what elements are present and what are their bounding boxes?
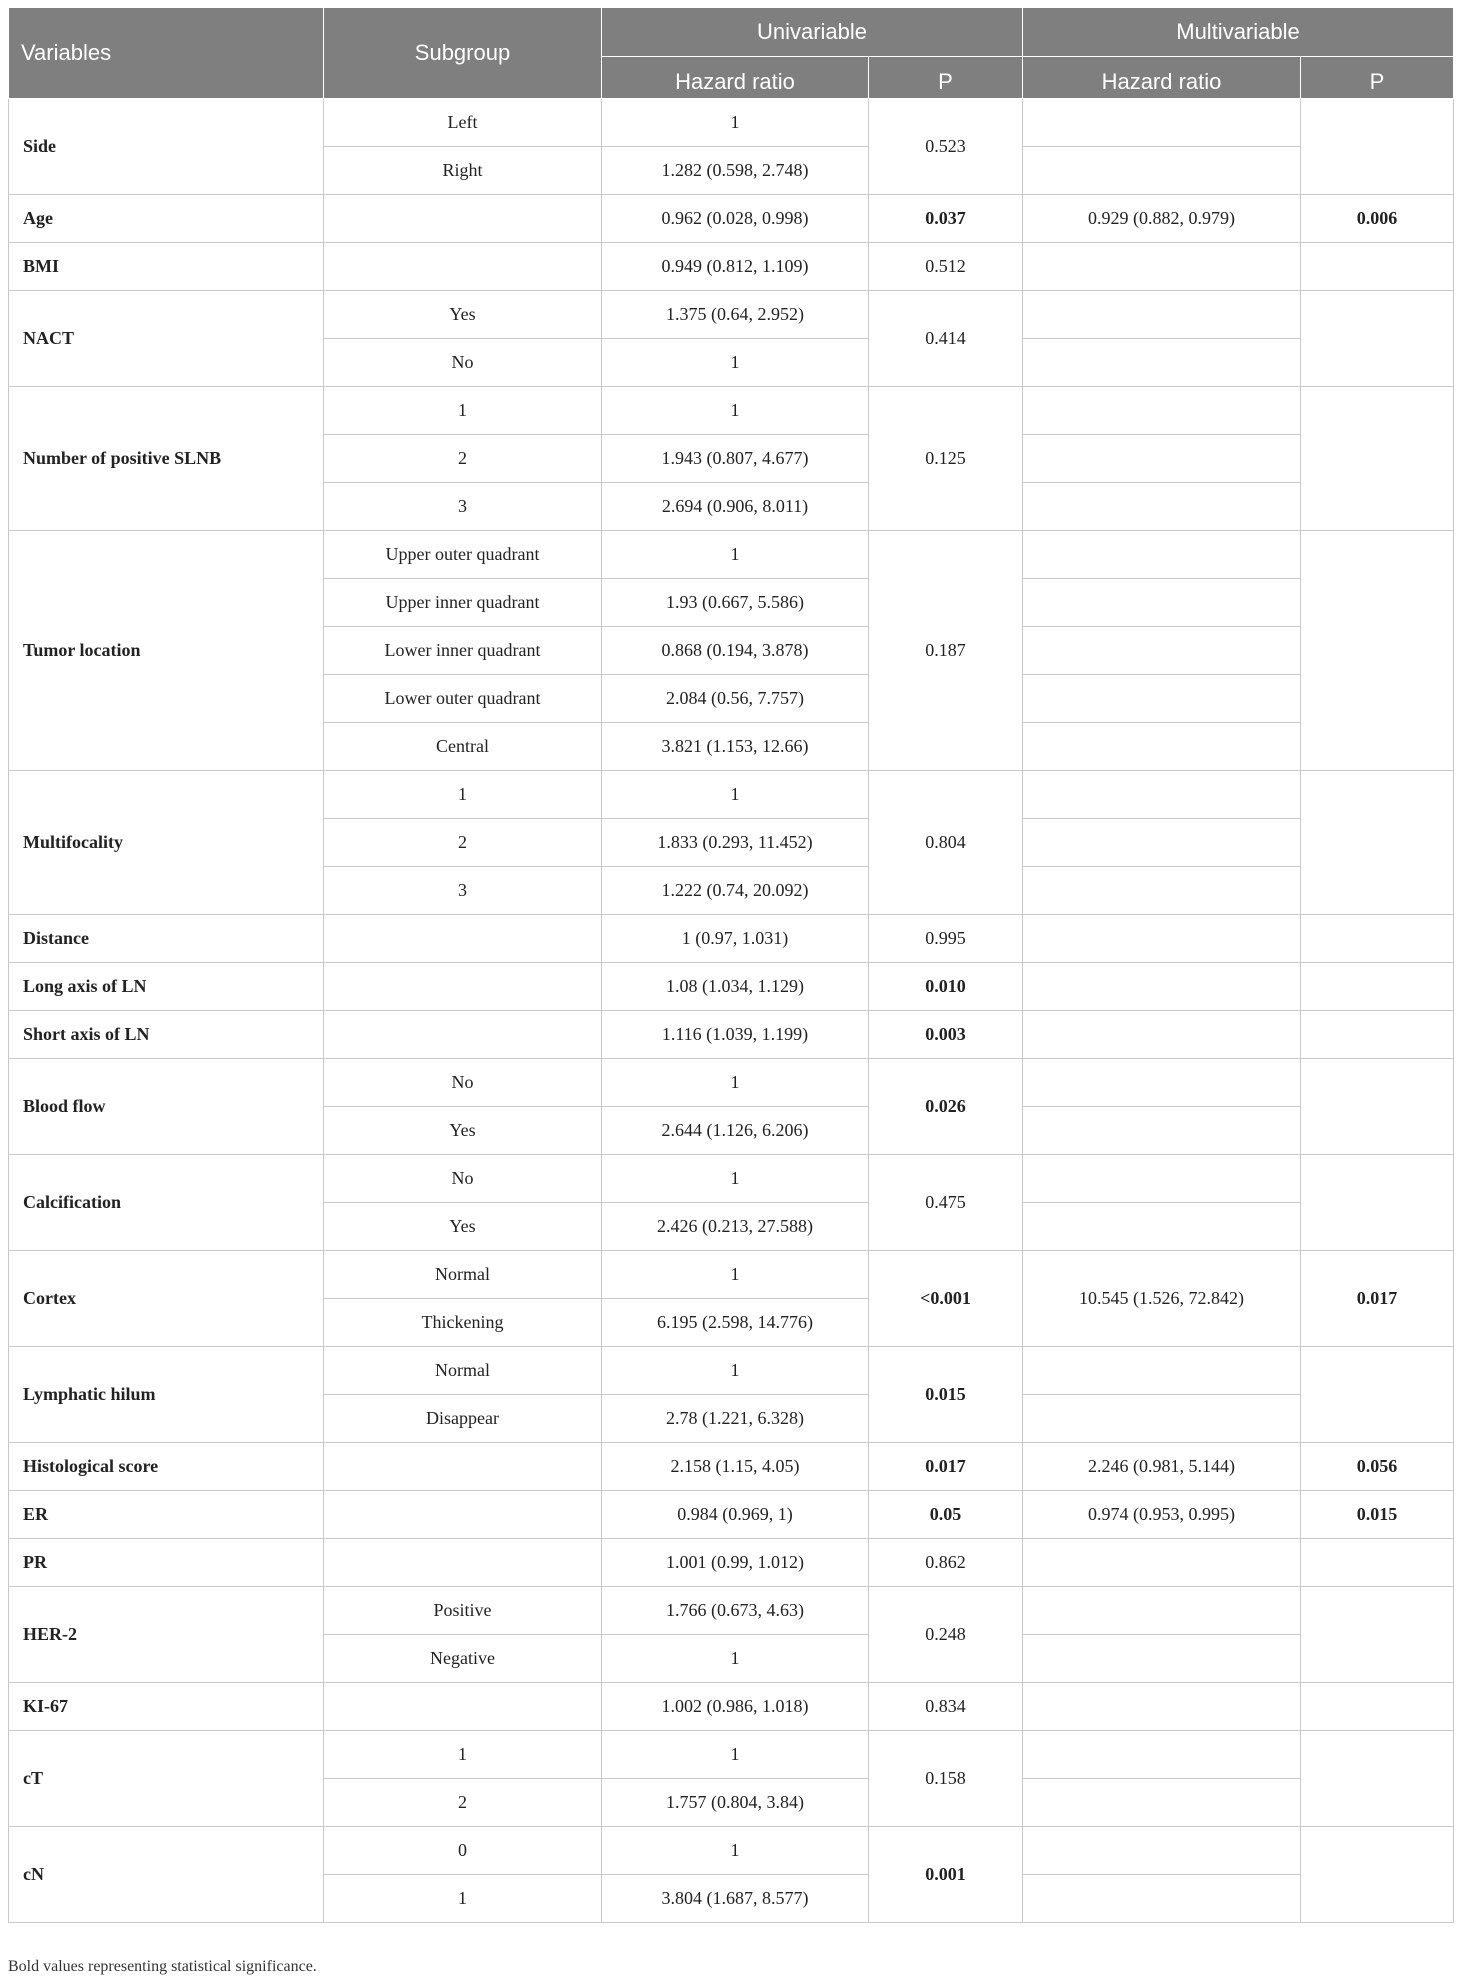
table-row xyxy=(9,1683,1454,1731)
variable-cell: cT xyxy=(9,1731,324,1827)
uni-hazard-ratio-cell: 1 xyxy=(602,1251,869,1299)
multi-hazard-ratio-cell xyxy=(1023,627,1301,675)
subgroup-cell: Yes xyxy=(324,1203,602,1251)
variable-cell: Cortex xyxy=(9,1251,324,1347)
multi-hazard-ratio-cell: 10.545 (1.526, 72.842) xyxy=(1023,1251,1301,1347)
subgroup-cell: No xyxy=(324,1059,602,1107)
multi-hazard-ratio-cell xyxy=(1023,339,1301,387)
multi-hazard-ratio-cell xyxy=(1023,531,1301,579)
uni-p-cell: 0.512 xyxy=(869,243,1023,291)
subgroup-cell xyxy=(324,963,602,1011)
variable-cell: Age xyxy=(9,195,324,243)
uni-p-cell: <0.001 xyxy=(869,1251,1023,1347)
variable-cell: BMI xyxy=(9,243,324,291)
uni-hazard-ratio-cell: 1 xyxy=(602,531,869,579)
uni-hazard-ratio-cell: 1 xyxy=(602,1059,869,1107)
hazard-ratio-table xyxy=(8,7,1454,1923)
variable-cell: Short axis of LN xyxy=(9,1011,324,1059)
subgroup-cell: 2 xyxy=(324,1779,602,1827)
uni-p-cell: 0.003 xyxy=(869,1011,1023,1059)
uni-hazard-ratio-cell: 1.943 (0.807, 4.677) xyxy=(602,435,869,483)
subgroup-cell xyxy=(324,195,602,243)
subgroup-cell xyxy=(324,1491,602,1539)
subgroup-cell: Lower outer quadrant xyxy=(324,675,602,723)
multi-hazard-ratio-cell xyxy=(1023,1107,1301,1155)
multi-hazard-ratio-cell xyxy=(1023,771,1301,819)
table-row xyxy=(9,195,1454,243)
header-subgroup: Subgroup xyxy=(324,8,602,99)
multi-hazard-ratio-cell xyxy=(1023,1587,1301,1635)
multi-hazard-ratio-cell: 0.974 (0.953, 0.995) xyxy=(1023,1491,1301,1539)
multi-hazard-ratio-cell: 2.246 (0.981, 5.144) xyxy=(1023,1443,1301,1491)
multi-hazard-ratio-cell xyxy=(1023,1635,1301,1683)
table-row xyxy=(9,915,1454,963)
uni-p-cell: 0.158 xyxy=(869,1731,1023,1827)
multi-p-cell xyxy=(1301,1539,1454,1587)
multi-p-cell xyxy=(1301,771,1454,915)
uni-hazard-ratio-cell: 1.93 (0.667, 5.586) xyxy=(602,579,869,627)
variable-cell: Multifocality xyxy=(9,771,324,915)
multi-hazard-ratio-cell xyxy=(1023,1011,1301,1059)
multi-hazard-ratio-cell xyxy=(1023,291,1301,339)
uni-p-cell: 0.001 xyxy=(869,1827,1023,1923)
variable-cell: Calcification xyxy=(9,1155,324,1251)
uni-p-cell: 0.026 xyxy=(869,1059,1023,1155)
variable-cell: cN xyxy=(9,1827,324,1923)
multi-p-cell xyxy=(1301,1587,1454,1683)
multi-hazard-ratio-cell xyxy=(1023,435,1301,483)
subgroup-cell xyxy=(324,1539,602,1587)
multi-hazard-ratio-cell xyxy=(1023,147,1301,195)
subgroup-cell: 2 xyxy=(324,819,602,867)
multi-hazard-ratio-cell xyxy=(1023,1155,1301,1203)
header-multivariable: Multivariable xyxy=(1023,8,1454,57)
uni-hazard-ratio-cell: 2.78 (1.221, 6.328) xyxy=(602,1395,869,1443)
uni-hazard-ratio-cell: 1 xyxy=(602,387,869,435)
uni-p-cell: 0.804 xyxy=(869,771,1023,915)
subgroup-cell: Normal xyxy=(324,1347,602,1395)
header-univariable: Univariable xyxy=(602,8,1023,57)
subgroup-cell: Upper outer quadrant xyxy=(324,531,602,579)
subgroup-cell: Disappear xyxy=(324,1395,602,1443)
table-row xyxy=(9,1011,1454,1059)
subgroup-cell: 1 xyxy=(324,771,602,819)
variable-cell: NACT xyxy=(9,291,324,387)
subgroup-cell: Yes xyxy=(324,291,602,339)
multi-hazard-ratio-cell xyxy=(1023,579,1301,627)
uni-hazard-ratio-cell: 2.158 (1.15, 4.05) xyxy=(602,1443,869,1491)
subgroup-cell: Left xyxy=(324,99,602,147)
uni-hazard-ratio-cell: 1 (0.97, 1.031) xyxy=(602,915,869,963)
variable-cell: Tumor location xyxy=(9,531,324,771)
subgroup-cell: Yes xyxy=(324,1107,602,1155)
table-row xyxy=(9,243,1454,291)
uni-hazard-ratio-cell: 1.001 (0.99, 1.012) xyxy=(602,1539,869,1587)
uni-p-cell: 0.834 xyxy=(869,1683,1023,1731)
subgroup-cell: 1 xyxy=(324,387,602,435)
header-multi-hazard-ratio: Hazard ratio xyxy=(1023,57,1301,99)
uni-hazard-ratio-cell: 1.766 (0.673, 4.63) xyxy=(602,1587,869,1635)
multi-hazard-ratio-cell xyxy=(1023,1683,1301,1731)
multi-p-cell: 0.056 xyxy=(1301,1443,1454,1491)
subgroup-cell: Right xyxy=(324,147,602,195)
multi-p-cell: 0.017 xyxy=(1301,1251,1454,1347)
table-footnote: Bold values representing statistical significance. xyxy=(8,1958,317,1975)
multi-hazard-ratio-cell xyxy=(1023,915,1301,963)
uni-hazard-ratio-cell: 0.984 (0.969, 1) xyxy=(602,1491,869,1539)
multi-hazard-ratio-cell xyxy=(1023,1203,1301,1251)
variable-cell: Long axis of LN xyxy=(9,963,324,1011)
uni-hazard-ratio-cell: 1 xyxy=(602,99,869,147)
uni-hazard-ratio-cell: 1 xyxy=(602,1635,869,1683)
multi-p-cell xyxy=(1301,99,1454,195)
uni-p-cell: 0.125 xyxy=(869,387,1023,531)
subgroup-cell: 2 xyxy=(324,435,602,483)
uni-p-cell: 0.037 xyxy=(869,195,1023,243)
multi-hazard-ratio-cell xyxy=(1023,1539,1301,1587)
table-row xyxy=(9,1251,1454,1299)
table-row xyxy=(9,1059,1454,1107)
subgroup-cell: 1 xyxy=(324,1731,602,1779)
subgroup-cell: Negative xyxy=(324,1635,602,1683)
multi-p-cell xyxy=(1301,915,1454,963)
uni-hazard-ratio-cell: 1.833 (0.293, 11.452) xyxy=(602,819,869,867)
multi-p-cell xyxy=(1301,531,1454,771)
variable-cell: Distance xyxy=(9,915,324,963)
subgroup-cell: 3 xyxy=(324,483,602,531)
subgroup-cell: 1 xyxy=(324,1875,602,1923)
uni-hazard-ratio-cell: 1.222 (0.74, 20.092) xyxy=(602,867,869,915)
subgroup-cell xyxy=(324,915,602,963)
variable-cell: ER xyxy=(9,1491,324,1539)
multi-hazard-ratio-cell xyxy=(1023,675,1301,723)
subgroup-cell xyxy=(324,1011,602,1059)
table-row xyxy=(9,1491,1454,1539)
multi-hazard-ratio-cell xyxy=(1023,1827,1301,1875)
variable-cell: Histological score xyxy=(9,1443,324,1491)
table-row xyxy=(9,771,1454,819)
header-row-1 xyxy=(9,8,1454,57)
multi-p-cell xyxy=(1301,1059,1454,1155)
subgroup-cell: Thickening xyxy=(324,1299,602,1347)
uni-p-cell: 0.05 xyxy=(869,1491,1023,1539)
table-row xyxy=(9,1587,1454,1635)
table-row xyxy=(9,1731,1454,1779)
uni-hazard-ratio-cell: 1.08 (1.034, 1.129) xyxy=(602,963,869,1011)
table-row xyxy=(9,1443,1454,1491)
multi-hazard-ratio-cell xyxy=(1023,1395,1301,1443)
uni-hazard-ratio-cell: 6.195 (2.598, 14.776) xyxy=(602,1299,869,1347)
multi-p-cell xyxy=(1301,1155,1454,1251)
uni-p-cell: 0.010 xyxy=(869,963,1023,1011)
variable-cell: HER-2 xyxy=(9,1587,324,1683)
uni-hazard-ratio-cell: 2.426 (0.213, 27.588) xyxy=(602,1203,869,1251)
table-row xyxy=(9,1347,1454,1395)
uni-hazard-ratio-cell: 2.084 (0.56, 7.757) xyxy=(602,675,869,723)
multi-hazard-ratio-cell xyxy=(1023,963,1301,1011)
multi-hazard-ratio-cell: 0.929 (0.882, 0.979) xyxy=(1023,195,1301,243)
subgroup-cell: 0 xyxy=(324,1827,602,1875)
subgroup-cell: No xyxy=(324,339,602,387)
subgroup-cell xyxy=(324,1443,602,1491)
table-row xyxy=(9,99,1454,147)
subgroup-cell: No xyxy=(324,1155,602,1203)
multi-hazard-ratio-cell xyxy=(1023,1875,1301,1923)
multi-hazard-ratio-cell xyxy=(1023,723,1301,771)
uni-hazard-ratio-cell: 3.821 (1.153, 12.66) xyxy=(602,723,869,771)
uni-hazard-ratio-cell: 0.949 (0.812, 1.109) xyxy=(602,243,869,291)
table-row xyxy=(9,1539,1454,1587)
multi-p-cell xyxy=(1301,387,1454,531)
uni-hazard-ratio-cell: 0.868 (0.194, 3.878) xyxy=(602,627,869,675)
multi-p-cell: 0.006 xyxy=(1301,195,1454,243)
multi-hazard-ratio-cell xyxy=(1023,243,1301,291)
multi-p-cell xyxy=(1301,243,1454,291)
multi-p-cell: 0.015 xyxy=(1301,1491,1454,1539)
uni-p-cell: 0.187 xyxy=(869,531,1023,771)
multi-p-cell xyxy=(1301,1827,1454,1923)
uni-hazard-ratio-cell: 1 xyxy=(602,1347,869,1395)
multi-hazard-ratio-cell xyxy=(1023,867,1301,915)
uni-p-cell: 0.248 xyxy=(869,1587,1023,1683)
uni-hazard-ratio-cell: 1 xyxy=(602,1155,869,1203)
table-body xyxy=(9,99,1454,1923)
uni-hazard-ratio-cell: 1.282 (0.598, 2.748) xyxy=(602,147,869,195)
uni-hazard-ratio-cell: 1 xyxy=(602,339,869,387)
multi-hazard-ratio-cell xyxy=(1023,1347,1301,1395)
variable-cell: Lymphatic hilum xyxy=(9,1347,324,1443)
uni-p-cell: 0.015 xyxy=(869,1347,1023,1443)
variable-cell: KI-67 xyxy=(9,1683,324,1731)
multi-hazard-ratio-cell xyxy=(1023,1059,1301,1107)
subgroup-cell xyxy=(324,243,602,291)
uni-hazard-ratio-cell: 3.804 (1.687, 8.577) xyxy=(602,1875,869,1923)
multi-hazard-ratio-cell xyxy=(1023,99,1301,147)
subgroup-cell: Positive xyxy=(324,1587,602,1635)
variable-cell: Blood flow xyxy=(9,1059,324,1155)
table-row xyxy=(9,1827,1454,1875)
subgroup-cell xyxy=(324,1683,602,1731)
table-row xyxy=(9,963,1454,1011)
uni-p-cell: 0.414 xyxy=(869,291,1023,387)
variable-cell: Number of positive SLNB xyxy=(9,387,324,531)
table-row xyxy=(9,531,1454,579)
table-row xyxy=(9,1155,1454,1203)
multi-p-cell xyxy=(1301,291,1454,387)
table-row xyxy=(9,387,1454,435)
header-multi-p: P xyxy=(1301,57,1454,99)
uni-hazard-ratio-cell: 2.694 (0.906, 8.011) xyxy=(602,483,869,531)
uni-hazard-ratio-cell: 1.002 (0.986, 1.018) xyxy=(602,1683,869,1731)
table-container xyxy=(8,7,1453,1923)
multi-hazard-ratio-cell xyxy=(1023,1779,1301,1827)
subgroup-cell: Normal xyxy=(324,1251,602,1299)
multi-hazard-ratio-cell xyxy=(1023,819,1301,867)
multi-p-cell xyxy=(1301,1683,1454,1731)
multi-p-cell xyxy=(1301,1347,1454,1443)
multi-p-cell xyxy=(1301,963,1454,1011)
uni-hazard-ratio-cell: 1.757 (0.804, 3.84) xyxy=(602,1779,869,1827)
uni-hazard-ratio-cell: 1 xyxy=(602,1731,869,1779)
uni-hazard-ratio-cell: 2.644 (1.126, 6.206) xyxy=(602,1107,869,1155)
header-variables: Variables xyxy=(9,8,324,99)
multi-p-cell xyxy=(1301,1011,1454,1059)
uni-p-cell: 0.017 xyxy=(869,1443,1023,1491)
variable-cell: Side xyxy=(9,99,324,195)
subgroup-cell: Upper inner quadrant xyxy=(324,579,602,627)
multi-hazard-ratio-cell xyxy=(1023,1731,1301,1779)
table-row xyxy=(9,291,1454,339)
multi-hazard-ratio-cell xyxy=(1023,387,1301,435)
variable-cell: PR xyxy=(9,1539,324,1587)
header-uni-p: P xyxy=(869,57,1023,99)
uni-hazard-ratio-cell: 1 xyxy=(602,1827,869,1875)
subgroup-cell: Lower inner quadrant xyxy=(324,627,602,675)
uni-hazard-ratio-cell: 1.375 (0.64, 2.952) xyxy=(602,291,869,339)
uni-p-cell: 0.475 xyxy=(869,1155,1023,1251)
multi-hazard-ratio-cell xyxy=(1023,483,1301,531)
uni-hazard-ratio-cell: 1.116 (1.039, 1.199) xyxy=(602,1011,869,1059)
uni-p-cell: 0.523 xyxy=(869,99,1023,195)
uni-hazard-ratio-cell: 1 xyxy=(602,771,869,819)
subgroup-cell: Central xyxy=(324,723,602,771)
uni-p-cell: 0.995 xyxy=(869,915,1023,963)
multi-p-cell xyxy=(1301,1731,1454,1827)
header-uni-hazard-ratio: Hazard ratio xyxy=(602,57,869,99)
subgroup-cell: 3 xyxy=(324,867,602,915)
uni-hazard-ratio-cell: 0.962 (0.028, 0.998) xyxy=(602,195,869,243)
uni-p-cell: 0.862 xyxy=(869,1539,1023,1587)
